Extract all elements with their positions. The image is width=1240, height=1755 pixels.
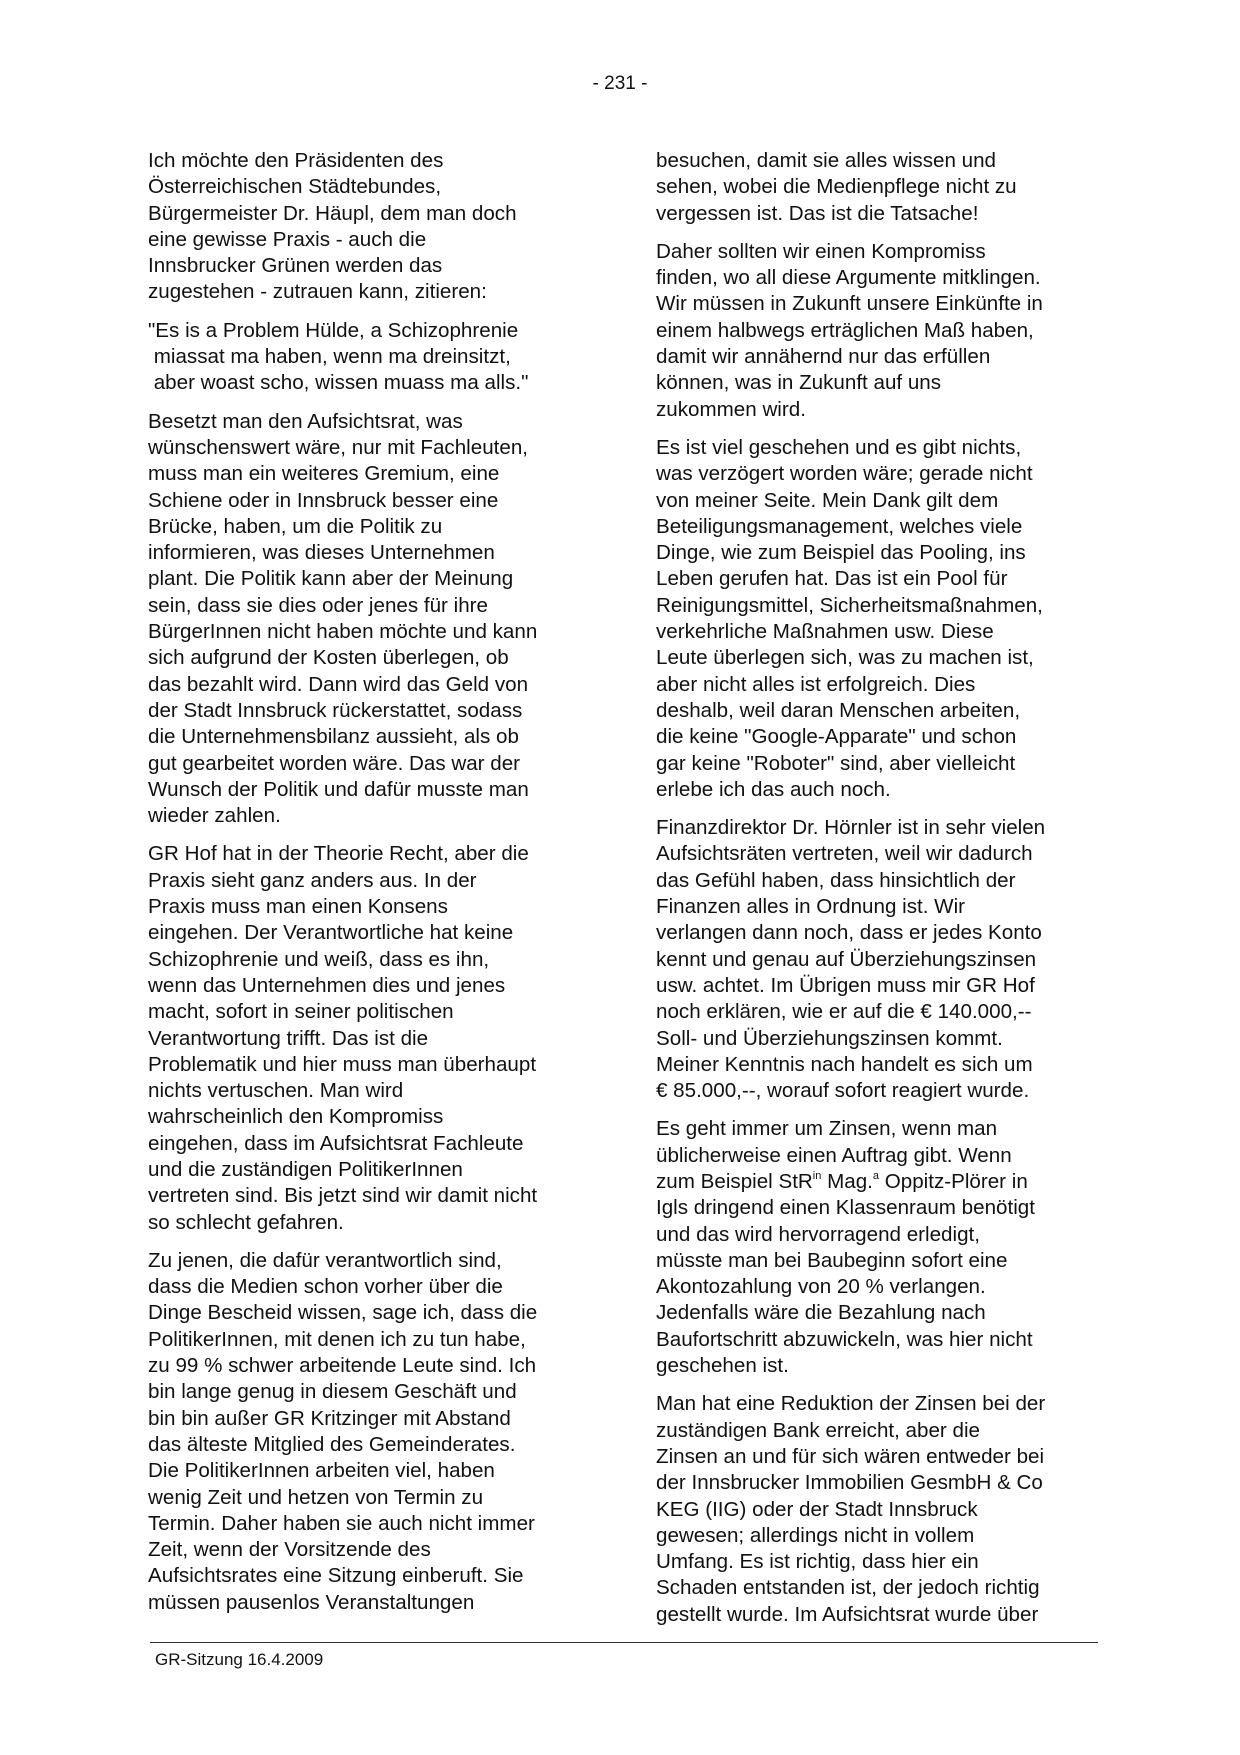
text-line: zuständigen Bank erreicht, aber die xyxy=(656,1418,980,1442)
right-column xyxy=(656,148,1102,1640)
text-line: Igls dringend einen Klassenraum benötigt xyxy=(656,1196,1035,1220)
text-line: € 85.000,--, worauf sofort reagiert wurde. xyxy=(656,1079,1030,1103)
text-line: macht, sofort in seiner politischen xyxy=(148,1000,454,1024)
text-line: Daher sollten wir einen Kompromiss xyxy=(656,239,986,263)
text-line: Ich möchte den Präsidenten des xyxy=(148,149,444,172)
text-line: einem halbwegs erträglichen Maß haben, xyxy=(656,318,1034,342)
text-line: Brücke, haben, um die Politik zu xyxy=(148,514,443,538)
text-line: geschehen ist. xyxy=(656,1354,789,1378)
text-line: Dinge Bescheid wissen, sage ich, dass die xyxy=(148,1301,538,1325)
paragraph xyxy=(148,841,596,1235)
text-line: vertreten sind. Bis jetzt sind wir damit nicht xyxy=(148,1184,538,1208)
text-line: besuchen, damit sie alles wissen und xyxy=(656,149,996,172)
text-line: Akontozahlung von 20 % verlangen. xyxy=(656,1275,986,1299)
text-line: Reinigungsmittel, Sicherheitsmaßnahmen, xyxy=(656,593,1043,617)
text-line: wieder zahlen. xyxy=(148,804,281,828)
text-line: wenn das Unternehmen dies und jenes xyxy=(148,973,506,997)
text-line: noch erklären, wie er auf die € 140.000,-- xyxy=(656,1000,1032,1024)
text-line: bin bin außer GR Kritzinger mit Abstand xyxy=(148,1406,511,1430)
text-line: Soll- und Überziehungszinsen kommt. xyxy=(656,1026,1003,1050)
footer-rule xyxy=(150,1642,1098,1643)
text-line: erlebe ich das auch noch. xyxy=(656,777,891,801)
text-line: finden, wo all diese Argumente mitklingen. xyxy=(656,266,1041,290)
text-line: Zeit, wenn der Vorsitzende des xyxy=(148,1538,431,1562)
text-line: üblicherweise einen Auftrag gibt. Wenn xyxy=(656,1143,1012,1167)
text-line: Schiene oder in Innsbruck besser eine xyxy=(148,488,499,512)
text-line: Verantwortung trifft. Das ist die xyxy=(148,1026,429,1050)
text-line: deshalb, weil daran Menschen arbeiten, xyxy=(656,698,1021,722)
page-number: - 231 - xyxy=(592,73,648,94)
text-line: sein, dass sie dies oder jenes für ihre xyxy=(148,593,488,617)
text-line: wahrscheinlich den Kompromiss xyxy=(148,1105,444,1129)
text-line: wünschenswert wäre, nur mit Fachleuten, xyxy=(148,435,529,459)
text-line: Aufsichtsräten vertreten, weil wir dadurch xyxy=(656,842,1033,866)
text-line: Besetzt man den Aufsichtsrat, was xyxy=(148,409,463,433)
text-line: nichts vertuschen. Man wird xyxy=(148,1079,404,1103)
text-line: zugestehen - zutrauen kann, zitieren: xyxy=(148,280,487,304)
text-line: eingehen, dass im Aufsichtsrat Fachleute xyxy=(148,1131,524,1155)
text-line: verkehrliche Maßnahmen usw. Diese xyxy=(656,620,994,644)
text-line: Dinge, wie zum Beispiel das Pooling, ins xyxy=(656,541,1026,565)
dialect-quote xyxy=(148,318,596,397)
text-line: GR Hof hat in der Theorie Recht, aber die xyxy=(148,842,529,866)
text-line: was verzögert worden wäre; gerade nicht xyxy=(656,462,1033,486)
text-line: Österreichischen Städtebundes, xyxy=(148,175,442,199)
text-line: informieren, was dieses Unternehmen xyxy=(148,541,495,565)
text-line: zum Beispiel StR$^{in}$ Mag.$^a$ Oppitz-Plörer in xyxy=(656,1169,1028,1193)
text-line: gar keine "Roboter" sind, aber vielleicht xyxy=(656,751,1016,775)
text-line: wenig Zeit und hetzen von Termin zu xyxy=(148,1485,484,1509)
text-line: Schaden entstanden ist, der jedoch richtig xyxy=(656,1576,1040,1600)
paragraph xyxy=(148,148,596,306)
text-line: von meiner Seite. Mein Dank gilt dem xyxy=(656,488,999,512)
text-line: Wir müssen in Zukunft unsere Einkünfte in xyxy=(656,292,1043,316)
text-line: Umfang. Es ist richtig, dass hier ein xyxy=(656,1550,979,1574)
text-line: Leben gerufen hat. Das ist ein Pool für xyxy=(656,567,1008,591)
text-line: Es geht immer um Zinsen, wenn man xyxy=(656,1117,998,1141)
text-line: Termin. Daher haben sie auch nicht immer xyxy=(148,1511,535,1535)
text-line: Zu jenen, die dafür verantwortlich sind, xyxy=(148,1248,502,1272)
paragraph xyxy=(656,435,1102,803)
text-line: damit wir annähernd nur das erfüllen xyxy=(656,345,991,369)
text-line: bin lange genug in diesem Geschäft und xyxy=(148,1380,517,1404)
text-line: eine gewisse Praxis - auch die xyxy=(148,227,427,251)
text-line: Aufsichtsrates eine Sitzung einberuft. Sie xyxy=(148,1564,524,1588)
text-line: Die PolitikerInnen arbeiten viel, haben xyxy=(148,1459,495,1483)
text-line: vergessen ist. Das ist die Tatsache! xyxy=(656,201,979,225)
text-line: gestellt wurde. Im Aufsichtsrat wurde über xyxy=(656,1602,1039,1626)
text-line: Beteiligungsmanagement, welches viele xyxy=(656,514,1023,538)
text-line: das bezahlt wird. Dann wird das Geld von xyxy=(148,672,529,696)
text-line: können, was in Zukunft auf uns xyxy=(656,371,942,395)
text-line: Praxis muss man einen Konsens xyxy=(148,895,448,919)
text-line: sehen, wobei die Medienpflege nicht zu xyxy=(656,175,1017,199)
text-line: Finanzdirektor Dr. Hörnler ist in sehr vielen xyxy=(656,816,1046,840)
text-line: usw. achtet. Im Übrigen muss mir GR Hof xyxy=(656,973,1035,997)
text-line: Praxis sieht ganz anders aus. In der xyxy=(148,868,477,892)
paragraph-rest xyxy=(656,1195,1102,1379)
paragraph xyxy=(656,148,1102,227)
text-line: "Es is a Problem Hülde, a Schizophrenie xyxy=(148,318,519,342)
text-line: müsste man bei Baubeginn sofort eine xyxy=(656,1248,1008,1272)
text-line: aber nicht alles ist erfolgreich. Dies xyxy=(656,672,976,696)
text-line: die Unternehmensbilanz aussieht, als ob xyxy=(148,725,519,749)
text-line: muss man ein weiteres Gremium, eine xyxy=(148,462,500,486)
text-line: Wunsch der Politik und dafür musste man xyxy=(148,777,529,801)
text-line: aber woast scho, wissen muass ma alls." xyxy=(148,371,529,395)
text-line: und die zuständigen PolitikerInnen xyxy=(148,1157,463,1181)
text-line: Es ist viel geschehen und es gibt nichts, xyxy=(656,435,1022,459)
text-line: gewesen; allerdings nicht in vollem xyxy=(656,1523,975,1547)
text-line: der Innsbrucker Immobilien GesmbH & Co xyxy=(656,1471,1043,1495)
text-line: zukommen wird. xyxy=(656,397,806,421)
left-column xyxy=(148,148,596,1628)
superscript: a xyxy=(872,1169,879,1182)
paragraph xyxy=(148,1248,596,1616)
paragraph xyxy=(656,815,1102,1104)
text-line: Innsbrucker Grünen werden das xyxy=(148,254,443,278)
text-line: Bürgermeister Dr. Häupl, dem man doch xyxy=(148,201,517,225)
text-line: so schlecht gefahren. xyxy=(148,1210,344,1234)
text-line: gut gearbeitet worden wäre. Das war der xyxy=(148,751,521,775)
text-line: die keine "Google-Apparate" und schon xyxy=(656,725,1017,749)
text-line: Jedenfalls wäre die Bezahlung nach xyxy=(656,1301,986,1325)
text-line: Finanzen alles in Ordnung ist. Wir xyxy=(656,895,966,919)
text-line: Leute überlegen sich, was zu machen ist, xyxy=(656,646,1034,670)
text-line: Schizophrenie und weiß, dass es ihn, xyxy=(148,947,490,971)
text-line: der Stadt Innsbruck rückerstattet, sodass xyxy=(148,698,523,722)
footer-session-date: GR-Sitzung 16.4.2009 xyxy=(155,1650,324,1669)
text-line: plant. Die Politik kann aber der Meinung xyxy=(148,567,514,591)
text-line: Man hat eine Reduktion der Zinsen bei der xyxy=(656,1392,1046,1416)
text-line: das Gefühl haben, dass hinsichtlich der xyxy=(656,868,1016,892)
text-line: Meiner Kenntnis nach handelt es sich um xyxy=(656,1052,1033,1076)
text-line: miassat ma haben, wenn ma dreinsitzt, xyxy=(148,345,511,369)
text-line: dass die Medien schon vorher über die xyxy=(148,1275,503,1299)
text-line: und das wird hervorragend erledigt, xyxy=(656,1222,980,1246)
text-line: BürgerInnen nicht haben möchte und kann xyxy=(148,620,538,644)
text-line: verlangen dann noch, dass er jedes Konto xyxy=(656,921,1042,945)
superscript: in xyxy=(812,1169,822,1182)
text-line: kennt und genau auf Überziehungszinsen xyxy=(656,947,1037,971)
text-line: müssen pausenlos Veranstaltungen xyxy=(148,1590,475,1614)
text-line: PolitikerInnen, mit denen ich zu tun habe, xyxy=(148,1327,526,1351)
text-line: eingehen. Der Verantwortliche hat keine xyxy=(148,921,514,945)
text-line: Problematik und hier muss man überhaupt xyxy=(148,1052,537,1076)
text-line: zu 99 % schwer arbeitende Leute sind. Ich xyxy=(148,1354,537,1378)
text-line: das älteste Mitglied des Gemeinderates. xyxy=(148,1432,516,1456)
paragraph xyxy=(148,409,596,830)
text-line: Baufortschritt abzuwickeln, was hier nicht xyxy=(656,1327,1033,1351)
text-line: KEG (IIG) oder der Stadt Innsbruck xyxy=(656,1497,978,1521)
paragraph xyxy=(656,1391,1102,1628)
paragraph xyxy=(656,1116,1102,1379)
text-line: Zinsen an und für sich wären entweder bei xyxy=(656,1444,1045,1468)
text-line: sich aufgrund der Kosten überlegen, ob xyxy=(148,646,509,670)
paragraph xyxy=(656,239,1102,423)
